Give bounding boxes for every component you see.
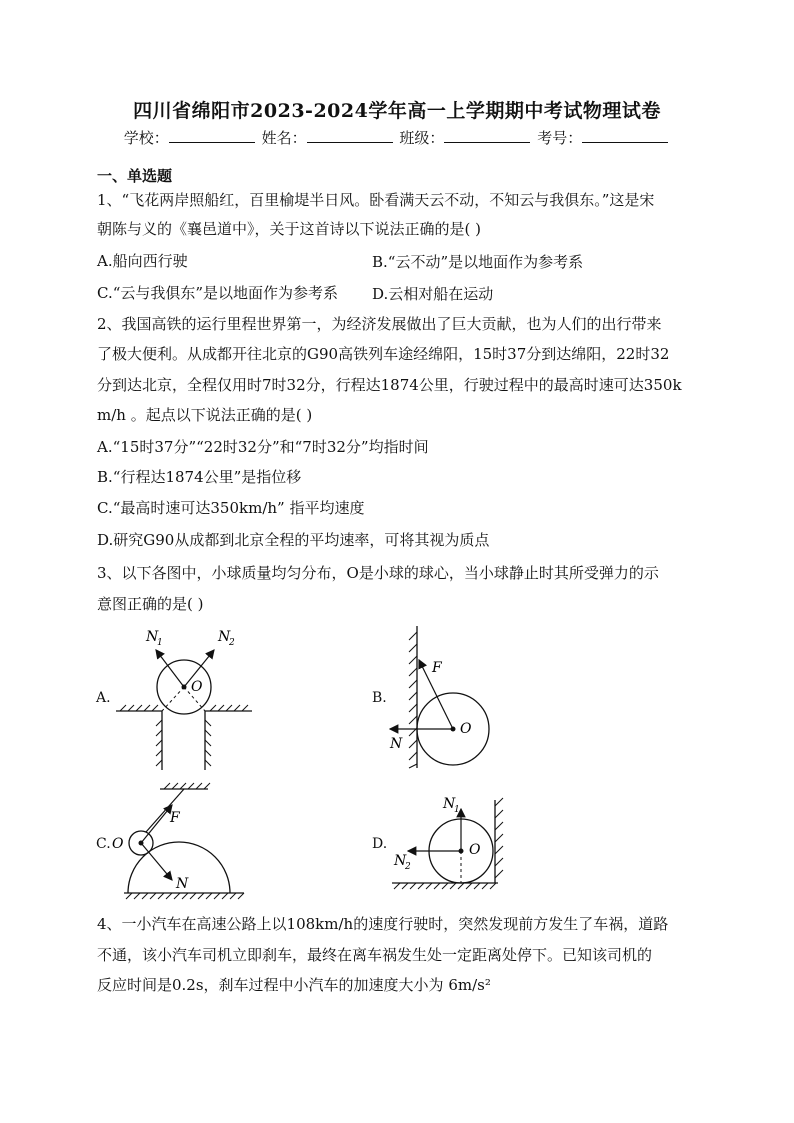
q2-option-d: D.研究G90从成都到北京全程的平均速率，可将其视为质点 [97, 531, 490, 549]
q1-option-c: C.“云与我俱东”是以地面作为参考系 [97, 284, 339, 302]
figure-c-o: O [112, 836, 124, 852]
figure-d-n1-sub: 1 [454, 805, 460, 815]
class-label: 班级： [399, 129, 445, 147]
figure-a-label: A. [96, 690, 111, 706]
q2-option-b: B.“行程达1874公里”是指位移 [97, 468, 302, 486]
figure-d-label: D. [372, 836, 388, 852]
figure-d-n1: N [443, 796, 456, 812]
figure-d-n2-sub: 2 [405, 862, 411, 872]
figure-d-o: O [469, 842, 481, 858]
figure-a-n2: N [218, 629, 231, 645]
q1-line-2: 朝陈与义的《襄邑道中》，关于这首诗以下说法正确的是( ) [97, 220, 481, 238]
figure-a-n1: N [146, 629, 159, 645]
q4-line-3: 反应时间是0.2s，刹车过程中小汽车的加速度大小为 6m/s² [97, 976, 491, 994]
q2-line-3: 分到达北京，全程仅用时7时32分，行程达1874公里，行驶过程中的最高时速可达350k [97, 376, 682, 394]
q1-option-a: A.船向西行驶 [97, 252, 188, 270]
name-label: 姓名： [261, 129, 307, 147]
figure-b-n: N [390, 736, 403, 752]
section-title: 一、单选题 [97, 167, 173, 185]
school-label: 学校： [123, 129, 169, 147]
exam-title: 四川省绵阳市2023-2024学年高一上学期期中考试物理试卷 [133, 100, 661, 122]
figure-a-n2-sub: 2 [229, 638, 235, 648]
figure-c-n: N [176, 876, 189, 892]
figure-b-label: B. [372, 690, 387, 706]
q2-option-a: A.“15时37分”“22时32分”和“7时32分”均指时间 [97, 438, 429, 456]
q1-option-d: D.云相对船在运动 [372, 285, 494, 303]
q3-line-2: 意图正确的是( ) [97, 595, 204, 613]
q2-line-2: 了极大便利。从成都开往北京的G90高铁列车途经绵阳，15时37分到达绵阳，22时32 [97, 345, 670, 363]
q1-option-b: B.“云不动”是以地面作为参考系 [372, 253, 584, 271]
figure-c-label: C. [96, 836, 111, 852]
q3-line-1: 3、以下各图中，小球质量均匀分布，O是小球的球心，当小球静止时其所受弹力的示 [97, 564, 659, 582]
q2-line-1: 2、我国高铁的运行里程世界第一，为经济发展做出了巨大贡献，也为人们的出行带来 [97, 315, 662, 333]
q4-line-2: 不通，该小汽车司机立即刹车，最终在离车祸发生处一定距离处停下。已知该司机的 [97, 946, 653, 964]
figure-c-f: F [170, 810, 180, 826]
q4-line-1: 4、一小汽车在高速公路上以108km/h的速度行驶时，突然发现前方发生了车祸，道路 [97, 915, 669, 933]
figure-a-n1-sub: 1 [157, 638, 163, 648]
figure-d-n2: N [394, 853, 407, 869]
number-label: 考号： [537, 129, 583, 147]
q2-option-c: C.“最高时速可达350km/h” 指平均速度 [97, 499, 365, 517]
figure-b-o: O [460, 721, 472, 737]
q2-line-4: m/h 。起点以下说法正确的是( ) [97, 406, 313, 424]
figure-b-f: F [432, 660, 442, 676]
q1-line-1: 1、“飞花两岸照船红，百里榆堤半日风。卧看满天云不动，不知云与我俱东。”这是宋 [97, 191, 655, 209]
figure-a-o: O [191, 679, 203, 695]
